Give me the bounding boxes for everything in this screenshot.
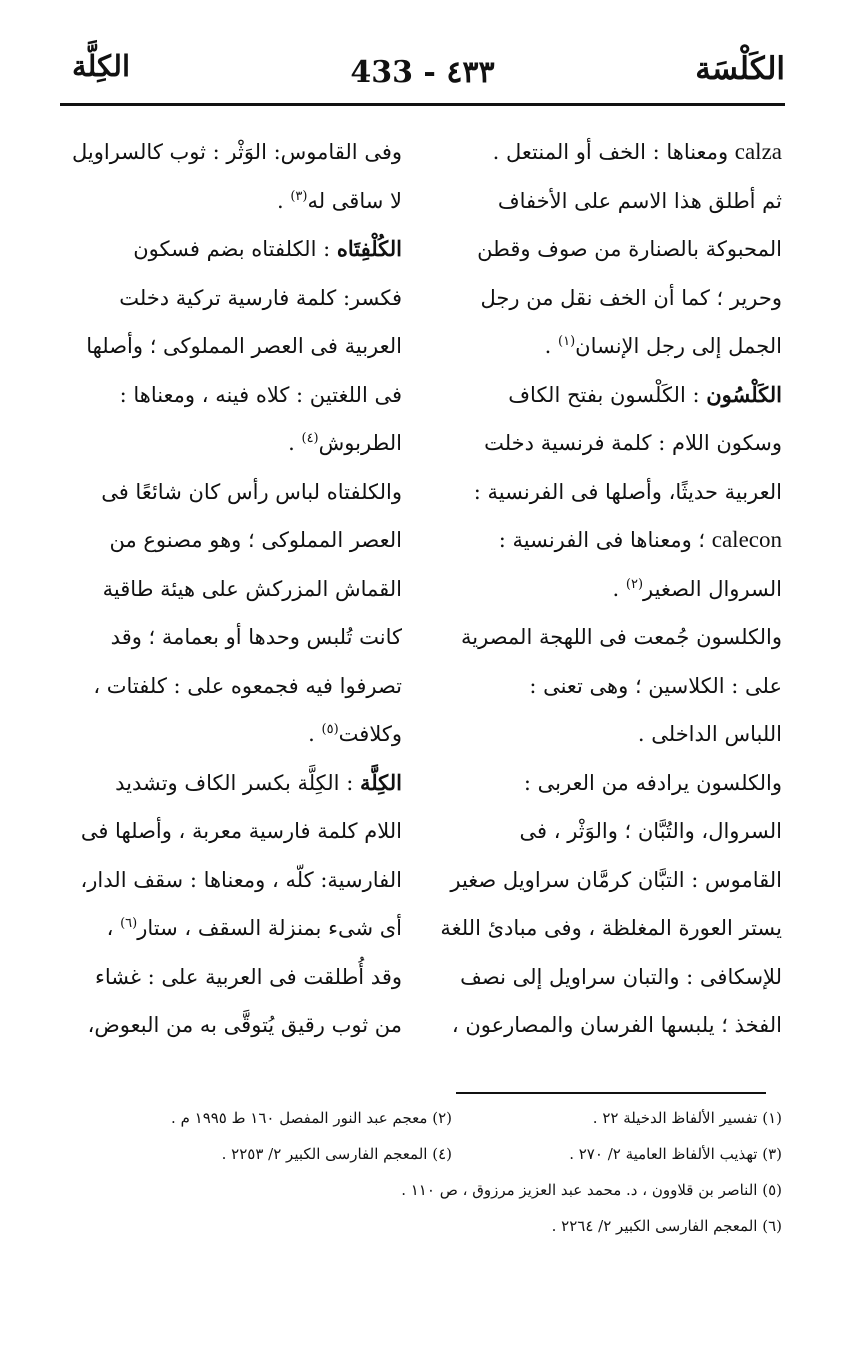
footnote-2: (٢) معجم عبد النور المفصل ١٦٠ ط ١٩٩٥ م . xyxy=(171,1109,452,1127)
text-segment: ؛ ومعناها فى الفرنسية : xyxy=(498,528,712,552)
text-segment: وقد أُطلقت فى العربية على : غشاء xyxy=(95,964,402,989)
text-segment: السروال الصغير xyxy=(643,576,782,601)
text-segment: فكسر: كلمة فارسية تركية دخلت xyxy=(119,285,402,310)
text-line xyxy=(432,322,782,371)
text-line xyxy=(72,177,402,226)
footnote-1: (١) تفسير الألفاظ الدخيلة ٢٢ . xyxy=(592,1109,782,1127)
text-segment: من ثوب رقيق يُتوقَّى به من البعوض، xyxy=(87,1013,402,1037)
text-segment: ثم أطلق هذا الاسم على الأخفاف xyxy=(497,188,782,213)
text-line xyxy=(432,419,782,468)
text-segment: : الكلفتاه بضم فسكون xyxy=(133,237,337,261)
text-segment: يستر العورة المغلظة ، وفى مبادئ اللغة xyxy=(440,916,782,940)
text-segment: . xyxy=(276,188,291,213)
text-line xyxy=(432,128,782,177)
footnote-5: (٥) الناصر بن قلاوون ، د. محمد عبد العزيز مرزوق ، ص ١١٠ . xyxy=(401,1181,782,1199)
text-column-left xyxy=(72,128,402,1050)
text-line xyxy=(432,468,782,517)
text-line xyxy=(72,1001,402,1050)
entry-headword: الكَلْسُون xyxy=(706,381,782,407)
text-line xyxy=(432,759,782,808)
text-line xyxy=(432,371,782,420)
text-segment: الفخذ ؛ يلبسها الفرسان والمصارعون ، xyxy=(451,1013,782,1037)
text-segment: : الكَلْسون بفتح الكاف xyxy=(508,382,707,407)
text-segment: اللام كلمة فارسية معربة ، وأصلها فى xyxy=(80,819,402,843)
text-segment: وحرير ؛ كما أن الخف نقل من رجل xyxy=(480,285,782,310)
text-line xyxy=(72,371,402,420)
text-segment: القاموس : التبَّان كرمَّان سراويل صغير xyxy=(450,867,782,892)
page-number: 433 - ٤٣٣ xyxy=(350,55,495,90)
text-segment: والكلسون يرادفه من العربى : xyxy=(523,770,782,795)
text-line xyxy=(72,225,402,274)
text-segment: . xyxy=(612,576,626,601)
entry-headword: الكُلْفِتَاه xyxy=(336,236,402,261)
text-line xyxy=(432,613,782,662)
text-line xyxy=(72,807,402,856)
footnote-ref: (٤) xyxy=(301,431,319,446)
text-segment: الطربوش xyxy=(318,431,402,455)
text-segment: العصر المملوكى ؛ وهو مصنوع من xyxy=(109,528,402,552)
text-line xyxy=(432,225,782,274)
text-segment: والكلفتاه لباس رأس كان شائعًا فى xyxy=(101,479,402,504)
footnote-4: (٤) المعجم الفارسى الكبير ٢/ ٢٢٥٣ . xyxy=(221,1145,452,1163)
footnote-row xyxy=(62,1136,782,1172)
footnotes xyxy=(62,1100,782,1244)
text-segment: والكلسون جُمعت فى اللهجة المصرية xyxy=(461,625,782,649)
text-segment: الفارسية: كلّه ، ومعناها : سقف الدار، xyxy=(80,867,402,892)
text-line xyxy=(72,662,402,711)
text-segment: وسكون اللام : كلمة فرنسية دخلت xyxy=(484,431,782,455)
text-segment: ، xyxy=(106,916,121,940)
text-segment: : الكِلَّة بكسر الكاف وتشديد xyxy=(115,770,360,795)
text-line xyxy=(72,468,402,517)
text-line xyxy=(72,128,402,177)
text-line xyxy=(72,419,402,468)
text-segment: السروال، والتُبَّان ؛ والوَثْر ، فى xyxy=(519,819,782,843)
text-line xyxy=(432,807,782,856)
text-line xyxy=(432,856,782,905)
text-segment: أى شىء بمنزلة السقف ، ستار xyxy=(137,916,402,940)
text-line xyxy=(72,953,402,1002)
text-segment: ومعناها : الخف أو المنتعل . xyxy=(492,140,735,164)
text-line xyxy=(72,516,402,565)
text-segment: . xyxy=(544,334,559,358)
footnote-ref: (٣) xyxy=(290,188,308,204)
text-segment: الجمل إلى رجل الإنسان xyxy=(575,334,782,358)
text-segment: لا ساقى له xyxy=(307,188,402,213)
page-header xyxy=(60,45,785,105)
text-segment: العربية حديثًا، وأصلها فى الفرنسية : xyxy=(473,479,782,504)
text-line xyxy=(432,904,782,953)
footnote-ref: (٢) xyxy=(625,576,644,592)
text-line xyxy=(72,613,402,662)
text-line xyxy=(72,710,402,759)
text-segment: تصرفوا فيه فجمعوه على : كلفتات ، xyxy=(93,673,402,698)
text-segment: . xyxy=(288,431,302,455)
footnote-row xyxy=(62,1208,782,1244)
text-segment: المحبوكة بالصنارة من صوف وقطن xyxy=(477,237,782,261)
text-segment: العربية فى العصر المملوكى ؛ وأصلها xyxy=(86,334,402,358)
text-line xyxy=(432,177,782,226)
text-line xyxy=(72,274,402,323)
footnote-row xyxy=(62,1100,782,1136)
text-line xyxy=(432,710,782,759)
text-segment: وفى القاموس: الوَثْر : ثوب كالسراويل xyxy=(72,140,402,164)
text-segment: على : الكلاسين ؛ وهى تعنى : xyxy=(529,673,782,698)
text-line xyxy=(432,662,782,711)
footnote-6: (٦) المعجم الفارسى الكبير ٢/ ٢٢٦٤ . xyxy=(551,1217,782,1235)
text-column-right xyxy=(432,128,782,1050)
text-line xyxy=(432,565,782,614)
text-line xyxy=(72,904,402,953)
text-segment: كانت تُلبس وحدها أو بعمامة ؛ وقد xyxy=(110,625,402,649)
text-segment: فى اللغتين : كلاه فينه ، ومعناها : xyxy=(119,382,402,407)
text-line xyxy=(72,322,402,371)
footnote-3: (٣) تهذيب الألفاظ العامية ٢/ ٢٧٠ . xyxy=(569,1145,782,1163)
text-line xyxy=(432,516,782,565)
footnote-ref: (١) xyxy=(558,334,576,349)
text-segment: للإسكافى : والتبان سراويل إلى نصف xyxy=(460,964,782,989)
text-line xyxy=(432,953,782,1002)
latin-term: calza xyxy=(734,139,782,164)
text-segment: وكلافت xyxy=(338,722,402,746)
running-head-last-word: الكِلَّة xyxy=(72,49,131,83)
text-segment: اللباس الداخلى . xyxy=(637,722,782,746)
header-rule xyxy=(60,103,785,106)
footnote-ref: (٥) xyxy=(321,722,339,737)
text-line xyxy=(72,565,402,614)
footnote-separator xyxy=(456,1092,766,1094)
text-line xyxy=(432,274,782,323)
entry-headword: الكِلَّة xyxy=(359,769,402,795)
footnote-ref: (٦) xyxy=(120,916,138,931)
text-line xyxy=(72,759,402,808)
running-head-first-word: الكَلْسَة xyxy=(695,51,785,87)
footnote-row xyxy=(62,1172,782,1208)
text-line xyxy=(72,856,402,905)
latin-term: calecon xyxy=(711,527,782,552)
text-segment: . xyxy=(308,722,322,746)
text-segment: القماش المزركش على هيئة طاقية xyxy=(102,576,402,601)
text-line xyxy=(432,1001,782,1050)
